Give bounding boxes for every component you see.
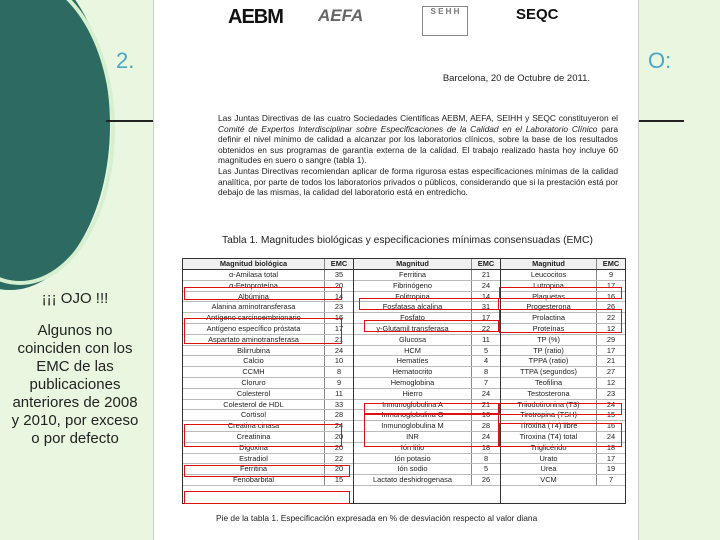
table-row	[354, 367, 500, 378]
table-cell-emc: 26	[471, 475, 500, 485]
table-cell-magnitude: Testosterona	[527, 388, 570, 398]
table-cell-magnitude: Ferritina	[239, 464, 268, 474]
table-row	[501, 356, 625, 367]
highlight-box	[499, 423, 622, 447]
table-caption: Tabla 1. Magnitudes biológicas y especificaciones mínimas consensuadas (EMC)	[222, 235, 593, 246]
highlight-box	[184, 465, 350, 477]
table-cell-emc: 11	[471, 335, 500, 345]
table-cell-emc: 17	[471, 313, 500, 323]
highlight-box	[499, 287, 622, 299]
table-cell-magnitude: Alanina aminotransferasa	[211, 302, 296, 312]
table-cell-magnitude: Aspartato aminotransferasa	[208, 334, 299, 344]
table-cell-emc: 22	[596, 313, 625, 323]
table-cell-magnitude: VCM	[540, 475, 557, 485]
table-cell-magnitude: Digoxina	[239, 442, 268, 452]
table-cell-magnitude: Prolactina	[532, 313, 565, 323]
table-cell-emc: 28	[471, 421, 500, 431]
table-cell-magnitude: Folitropina	[395, 291, 430, 301]
table-cell-emc: 15	[596, 410, 625, 420]
table-row	[501, 464, 625, 475]
table-cell-emc: 12	[596, 378, 625, 388]
highlight-box	[184, 318, 342, 344]
table-cell-magnitude: Antígeno específico próstata	[206, 323, 301, 333]
table-cell-emc: 22	[471, 324, 500, 334]
table-row	[501, 367, 625, 378]
paragraph-1: Las Juntas Directivas de las cuatro Sociedades Científicas AEBM, AEFA, SEIHH y SEQC constituyeron el Comité de Expertos Interdisciplinar sobre Especificaciones de la Calidad en el Laboratorio Clínico para definir el nivel mínimo de calidad a alcanzar por los laboratorios clínicos, sobre la base de los resultados obtenidos en sus programas de garantía externa de la calidad. El trabajo realizado hasta hoy incluye 60 magnitudes en suero o sangre (tabla 1).	[218, 113, 618, 166]
table-cell-emc: 9	[596, 270, 625, 280]
table-cell-emc: 23	[596, 389, 625, 399]
table-cell-emc: 21	[324, 335, 353, 345]
table-cell-emc: 5	[471, 346, 500, 356]
table-cell-magnitude: Tiroxina (T4) libre	[519, 421, 578, 431]
table-cell-emc: 17	[596, 346, 625, 356]
title-underline-right	[638, 120, 684, 122]
table-row	[183, 356, 353, 367]
table-row	[354, 454, 500, 465]
table-cell-magnitude: Albúmina	[238, 291, 269, 301]
table-row	[354, 475, 500, 486]
table-row	[501, 270, 625, 281]
table-cell-magnitude: CCMH	[242, 367, 265, 377]
table-row	[183, 367, 353, 378]
logo-sehh: S E H H	[422, 6, 468, 36]
table-cell-emc: 7	[596, 475, 625, 485]
table-cell-magnitude: Colesterol de HDL	[223, 399, 284, 409]
table-cell-emc: 27	[596, 367, 625, 377]
table-cell-magnitude: Fibrinógeno	[392, 280, 433, 290]
table-cell-emc: 21	[471, 270, 500, 280]
table-cell-emc: 7	[471, 378, 500, 388]
table-cell-emc: 33	[324, 400, 353, 410]
table-cell-magnitude: TP (%)	[537, 334, 560, 344]
col-header-name: Magnitud	[396, 259, 429, 268]
table-cell-magnitude: HCM	[404, 345, 421, 355]
table-cell-emc: 20	[324, 432, 353, 442]
table-cell-magnitude: TP (ratio)	[533, 345, 564, 355]
table-cell-magnitude: Fosfatasa alcalina	[382, 302, 443, 312]
table-row	[183, 389, 353, 400]
table-cell-emc: 21	[596, 356, 625, 366]
table-cell-emc: 26	[596, 302, 625, 312]
table-row	[354, 270, 500, 281]
table-cell-magnitude: Inmunoglobulina G	[381, 410, 444, 420]
table-cell-emc: 31	[471, 302, 500, 312]
table-cell-emc: 19	[596, 464, 625, 474]
table-cell-magnitude: Fosfato	[400, 313, 425, 323]
title-underline-left	[106, 120, 156, 122]
table-cell-magnitude: Urato	[539, 453, 558, 463]
table-cell-emc: 18	[471, 443, 500, 453]
table-cell-emc: 9	[324, 378, 353, 388]
table-cell-magnitude: Triiodotironina (T3)	[517, 399, 580, 409]
table-cell-magnitude: Hematocrito	[392, 367, 433, 377]
table-cell-emc: 5	[471, 464, 500, 474]
table-cell-magnitude: Inmunoglobulina A	[382, 399, 443, 409]
table-cell-emc: 14	[471, 292, 500, 302]
table-cell-magnitude: Ión litio	[400, 442, 425, 452]
table-cell-emc: 20	[324, 281, 353, 291]
table-row	[183, 346, 353, 357]
decorative-ring	[0, 0, 115, 285]
table-cell-magnitude: TTPA (segundos)	[520, 367, 577, 377]
table-cell-magnitude: Glucosa	[398, 334, 427, 344]
table-cell-magnitude: Bilirrubina	[237, 345, 270, 355]
table-cell-emc: 24	[471, 389, 500, 399]
document-date: Barcelona, 20 de Octubre de 2011.	[442, 73, 590, 84]
table-cell-magnitude: Leucocitos	[530, 270, 567, 279]
table-row	[501, 335, 625, 346]
table-row	[501, 389, 625, 400]
table-row	[183, 302, 353, 313]
table-cell-magnitude: γ-Glutamil transferasa	[376, 323, 449, 333]
table-cell-emc: 14	[324, 292, 353, 302]
table-cell-emc: 29	[596, 335, 625, 345]
logo-aefa: AEFA	[318, 6, 364, 25]
table-cell-magnitude: Urea	[540, 464, 557, 474]
table-row	[354, 464, 500, 475]
table-cell-magnitude: Antígeno carcinoembrionario	[206, 313, 301, 323]
table-cell-magnitude: α-Amilasa total	[228, 270, 279, 279]
highlight-box	[359, 298, 499, 310]
highlight-box	[184, 424, 342, 447]
table-cell-magnitude: Teofilina	[534, 377, 563, 387]
table-footnote: Pie de la tabla 1. Especificación expresada en % de desviación respecto al valor diana	[216, 513, 538, 523]
table-cell-magnitude: Tirotropina (TSH)	[520, 410, 577, 420]
table-cell-emc: 16	[324, 313, 353, 323]
table-cell-emc: 24	[324, 346, 353, 356]
highlight-box	[184, 287, 342, 300]
table-cell-emc: 24	[596, 432, 625, 442]
col-header-name: Magnitud	[532, 259, 565, 268]
paragraph-2: Las Juntas Directivas recomiendan aplicar de forma rigurosa estas especificaciones mínimas de la calidad analítica, por parte de todos los laboratorios privados o públicos, considerando que si la prestación está por debajo de las mismas, la calidad del laboratorio está en entredicho.	[218, 165, 618, 198]
warning-text: ¡¡¡ OJO !!!	[41, 290, 109, 307]
table-cell-emc: 8	[471, 454, 500, 464]
logo-aebm: AEBM	[228, 6, 283, 28]
table-row	[354, 281, 500, 292]
slide-title-end: O:	[648, 48, 672, 73]
table-header-row	[354, 259, 500, 270]
table-cell-magnitude: Hierro	[402, 388, 423, 398]
table-cell-magnitude: Ferritina	[398, 270, 427, 279]
table-cell-emc: 17	[596, 281, 625, 291]
table-cell-emc: 16	[471, 410, 500, 420]
table-cell-emc: 16	[596, 292, 625, 302]
table-cell-magnitude: Cortisol	[240, 410, 267, 420]
table-cell-magnitude: Hematíes	[396, 356, 429, 366]
table-row	[354, 356, 500, 367]
table-cell-magnitude: Lutropina	[533, 280, 564, 290]
table-row	[183, 454, 353, 465]
table-cell-emc: 35	[324, 270, 353, 280]
table-cell-magnitude: Colesterol	[236, 388, 271, 398]
table-cell-magnitude: Tiroxina (T4) total	[519, 431, 578, 441]
table-cell-magnitude: α-Fetoproteína	[229, 280, 278, 290]
highlight-box	[364, 413, 499, 447]
table-cell-emc: 16	[596, 421, 625, 431]
logo-bar	[226, 6, 596, 34]
table-cell-emc: 20	[324, 443, 353, 453]
table-cell-magnitude: Progesterona	[526, 302, 571, 312]
table-cell-magnitude: Plaquetas	[532, 291, 565, 301]
table-cell-magnitude: Creatinina	[236, 431, 271, 441]
table-cell-magnitude: Triglicérido	[530, 442, 567, 452]
table-cell-emc: 24	[471, 432, 500, 442]
table-cell-emc: 22	[324, 454, 353, 464]
table-cell-magnitude: Creatina cinasa	[227, 421, 280, 431]
table-cell-magnitude: Inmunoglobulina M	[381, 421, 444, 431]
table-cell-magnitude: Lactato deshidrogenasa	[373, 475, 452, 485]
table-row	[183, 378, 353, 389]
table-cell-emc: 8	[471, 367, 500, 377]
slide-title-start: 2.	[116, 48, 135, 73]
table-cell-emc: 28	[324, 410, 353, 420]
table-cell-magnitude: Ión potasio	[394, 453, 431, 463]
highlight-box	[499, 309, 622, 333]
table-row	[183, 400, 353, 411]
table-cell-magnitude: Estradiol	[239, 453, 268, 463]
highlight-box	[184, 491, 350, 504]
logo-seqc: SEQC	[516, 6, 559, 23]
table-cell-emc: 24	[471, 281, 500, 291]
table-cell-magnitude: Calcio	[243, 356, 264, 366]
table-row	[501, 454, 625, 465]
table-cell-magnitude: INR	[406, 431, 419, 441]
table-header-row	[501, 259, 625, 270]
table-cell-magnitude: TPPA (ratio)	[528, 356, 569, 366]
table-row	[354, 335, 500, 346]
table-row	[354, 346, 500, 357]
highlight-box	[364, 320, 499, 332]
table-cell-magnitude: Fenobarbital	[232, 475, 275, 485]
table-cell-emc: 24	[324, 421, 353, 431]
table-cell-emc: 11	[324, 389, 353, 399]
table-row	[501, 475, 625, 486]
table-cell-emc: 10	[324, 356, 353, 366]
table-cell-emc: 12	[596, 324, 625, 334]
table-cell-magnitude: Hemoglobina	[390, 377, 435, 387]
table-row	[354, 389, 500, 400]
scanned-document	[153, 0, 639, 540]
side-note	[10, 290, 140, 448]
table-cell-emc: 24	[596, 400, 625, 410]
table-cell-emc: 20	[324, 464, 353, 474]
col-header-name: Magnitud biológica	[219, 259, 288, 268]
col-header-emc: EMC	[324, 259, 353, 269]
table-cell-emc: 15	[324, 475, 353, 485]
table-cell-emc: 23	[324, 302, 353, 312]
table-cell-emc: 21	[471, 400, 500, 410]
table-row	[501, 346, 625, 357]
note-text: Algunos no coinciden con los EMC de las publicaciones anteriores de 2008 y 2010, por exceso o por defecto	[11, 322, 139, 447]
table-cell-emc: 8	[324, 367, 353, 377]
table-cell-emc: 17	[596, 454, 625, 464]
table-cell-magnitude: Ión sodio	[397, 464, 428, 474]
table-header-row	[183, 259, 353, 270]
document-body	[218, 113, 618, 198]
table-row	[501, 378, 625, 389]
highlight-box	[499, 403, 622, 415]
table-cell-emc: 4	[471, 356, 500, 366]
table-row	[183, 270, 353, 281]
col-header-emc: EMC	[471, 259, 500, 269]
table-cell-magnitude: Proteínas	[532, 323, 565, 333]
table-row	[354, 378, 500, 389]
table-cell-emc: 17	[324, 324, 353, 334]
table-row	[183, 410, 353, 421]
col-header-emc: EMC	[596, 259, 625, 269]
table-cell-emc: 18	[596, 443, 625, 453]
table-block-2	[354, 259, 501, 503]
table-cell-magnitude: Cloruro	[241, 377, 266, 387]
